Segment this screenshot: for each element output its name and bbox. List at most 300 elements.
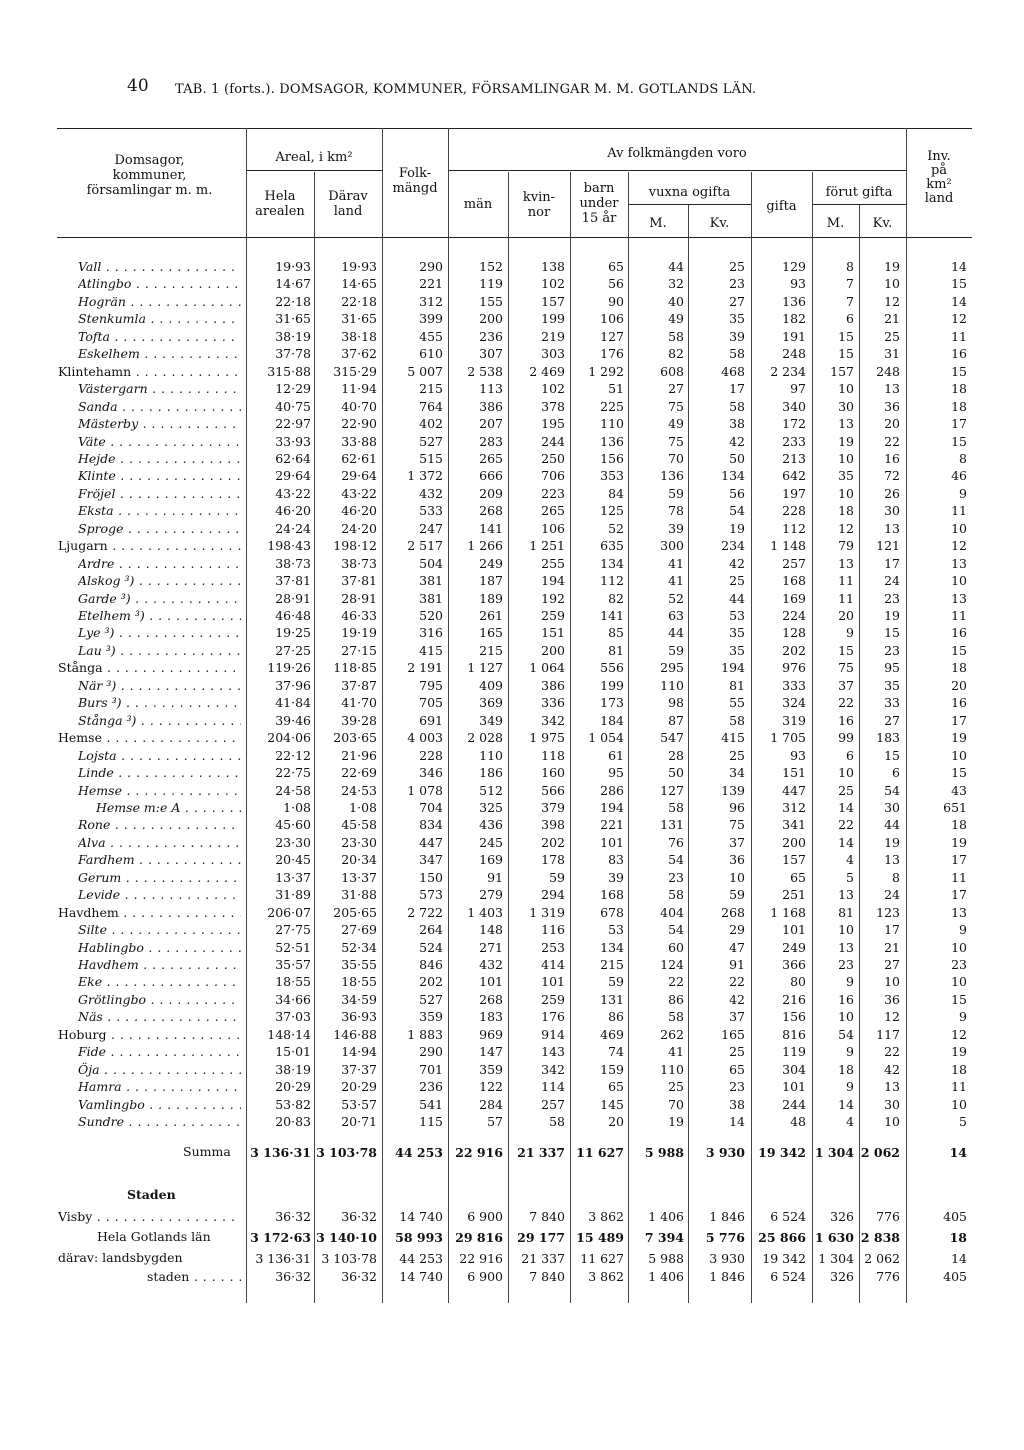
table-row-cell: 97 [790, 381, 806, 397]
table-row-cell: 87 [668, 712, 684, 728]
table-row-cell: 6 [846, 747, 854, 763]
table-row-cell: 159 [600, 1061, 624, 1077]
table-row-cell: 156 [782, 1009, 806, 1025]
table-row-cell: 41 [668, 573, 684, 589]
table-row-cell: 316 [419, 625, 443, 641]
table-row-cell: 82 [668, 346, 684, 362]
table-row-cell: 50 [668, 765, 684, 781]
table-row-cell: 61 [608, 747, 624, 763]
table-row-cell: 20·83 [275, 1114, 311, 1130]
table-row-cell: 10 [838, 485, 854, 501]
table-row-cell: 432 [479, 957, 503, 972]
table-row-cell: 44 [729, 590, 745, 606]
table-row-label: Etelhem ³) . . . [78, 607, 241, 624]
table-row-cell: 386 [479, 398, 503, 414]
table-row-label: Lojsta . . . [78, 747, 241, 764]
table-row-cell: 13 [951, 555, 967, 571]
table-row-cell: 245 [479, 834, 503, 850]
table-row-cell: 816 [782, 1026, 806, 1042]
av-folk-rule [448, 170, 906, 171]
table-row-cell: 286 [600, 782, 624, 798]
table-row-cell: 38·73 [275, 555, 311, 571]
staden-row-cell: 326 [830, 1269, 854, 1284]
table-row-cell: 10 [729, 869, 745, 885]
table-row-label: Stenkumla . . . [78, 310, 241, 327]
table-row-label: Mästerby . . . [78, 415, 241, 432]
table-row-cell: 312 [782, 799, 806, 815]
table-row-cell: 39·46 [275, 712, 311, 728]
table-row-cell: 1 054 [588, 730, 624, 746]
table-row-cell: 225 [600, 398, 624, 414]
table-row-cell: 12 [951, 311, 967, 327]
summa-row-cell: 3 930 [705, 1145, 745, 1160]
table-row-cell: 110 [479, 747, 503, 763]
table-row-cell: 8 [846, 259, 854, 274]
table-row-cell: 60 [668, 939, 684, 955]
table-row-cell: 19 [884, 608, 900, 623]
table-row-cell: 42 [729, 991, 745, 1007]
header-gifta: gifta [766, 199, 797, 214]
table-row-cell: 13·37 [275, 869, 311, 885]
table-row-cell: 19 [951, 834, 967, 850]
table-row-cell: 25 [729, 573, 745, 589]
table-row-cell: 37·37 [341, 1061, 377, 1077]
table-row-cell: 42 [884, 1061, 900, 1077]
table-row-cell: 54 [884, 782, 900, 798]
table-row-cell: 247 [419, 520, 443, 536]
table-row-cell: 13 [884, 381, 900, 397]
table-row-cell: 31·88 [341, 887, 377, 903]
table-row-cell: 515 [419, 450, 443, 466]
landsbygden-row-cell: 21 337 [521, 1251, 565, 1266]
table-row-cell: 10 [951, 1096, 967, 1112]
table-row-label: Garde ³) . . . [78, 590, 241, 607]
table-row-cell: 58 [729, 398, 745, 414]
table-row-cell: 8 [892, 869, 900, 885]
table-row-cell: 19 [884, 834, 900, 850]
table-row-label: Fardhem . . . [78, 851, 241, 868]
table-row-cell: 19 [838, 433, 854, 449]
table-row-cell: 469 [600, 1026, 624, 1042]
table-row-cell: 195 [541, 416, 565, 432]
table-row-cell: 319 [782, 712, 806, 728]
table-row-cell: 378 [541, 398, 565, 414]
visby-row-cell: 1 846 [709, 1209, 745, 1224]
landsbygden-row-cell: 44 253 [399, 1251, 443, 1266]
table-row-cell: 152 [479, 259, 503, 274]
table-row-cell: 119·26 [267, 660, 311, 676]
table-row-cell: 12 [884, 1009, 900, 1025]
table-row-cell: 39 [668, 520, 684, 536]
summa-row-cell: 5 988 [644, 1145, 684, 1160]
table-row-cell: 91 [487, 869, 503, 885]
summa-row-cell: 3 103·78 [316, 1145, 377, 1160]
table-row-cell: 969 [479, 1026, 503, 1042]
table-row-cell: 34·59 [341, 991, 377, 1007]
table-row-cell: 541 [419, 1096, 443, 1112]
table-row-cell: 520 [419, 608, 443, 623]
table-row-cell: 13 [838, 555, 854, 571]
table-row-cell: 23 [838, 957, 854, 972]
table-row-cell: 1 975 [529, 730, 565, 746]
summa-row-cell: 1 304 [814, 1145, 854, 1160]
table-row-label: Västergarn . . . [78, 380, 241, 397]
table-row-cell: 49 [668, 416, 684, 432]
table-row-cell: 1 148 [770, 538, 806, 554]
table-row-cell: 386 [541, 677, 565, 693]
header-bottom-rule [57, 237, 972, 238]
table-row-cell: 23·30 [275, 834, 311, 850]
table-row-cell: 13 [884, 520, 900, 536]
table-row-cell: 414 [541, 957, 565, 972]
table-row-cell: 206·07 [267, 904, 311, 920]
table-row-cell: 30 [838, 398, 854, 414]
table-row-cell: 147 [479, 1044, 503, 1060]
table-row-cell: 249 [479, 555, 503, 571]
table-row-cell: 17 [951, 712, 967, 728]
table-row-cell: 15 [838, 328, 854, 344]
table-row-cell: 199 [600, 677, 624, 693]
summa-row-cell: 22 916 [455, 1145, 503, 1160]
table-row-cell: 300 [660, 538, 684, 554]
table-row-cell: 52·34 [341, 939, 377, 955]
table-row-cell: 764 [419, 398, 443, 414]
table-row-cell: 36 [884, 398, 900, 414]
table-row-cell: 35 [729, 625, 745, 641]
table-row-cell: 23 [729, 276, 745, 292]
table-row-cell: 136 [660, 468, 684, 484]
table-row-cell: 37 [838, 677, 854, 693]
table-row-cell: 86 [668, 991, 684, 1007]
table-row-cell: 19·25 [275, 625, 311, 641]
table-row-cell: 110 [660, 1061, 684, 1077]
table-row-cell: 165 [479, 625, 503, 641]
header-vuxna-m: M. [649, 216, 667, 231]
table-row-cell: 136 [782, 293, 806, 309]
table-row-cell: 303 [541, 346, 565, 362]
table-row-cell: 53·57 [341, 1096, 377, 1112]
table-row-cell: 353 [600, 468, 624, 484]
table-row-cell: 58 [729, 712, 745, 728]
table-row-cell: 17 [729, 381, 745, 397]
table-row-cell: 148·14 [267, 1026, 311, 1042]
table-row-cell: 22 [729, 974, 745, 990]
table-row-cell: 14 [951, 293, 967, 309]
table-row-cell: 202 [782, 642, 806, 658]
table-row-cell: 284 [479, 1096, 503, 1112]
table-row-cell: 72 [884, 468, 900, 484]
table-row-cell: 678 [600, 904, 624, 920]
landsbygden-row-cell: 19 342 [762, 1251, 806, 1266]
table-row-cell: 359 [479, 1061, 503, 1077]
table-row-label: Visby . . . [58, 1208, 241, 1225]
table-row-cell: 15 [951, 433, 967, 449]
table-row-cell: 846 [419, 957, 443, 972]
table-row-cell: 2 722 [407, 904, 443, 920]
table-row-cell: 106 [541, 520, 565, 536]
table-row-label: Tofta . . . [78, 328, 241, 345]
table-row-cell: 134 [600, 939, 624, 955]
table-row-cell: 54 [668, 852, 684, 868]
table-row-cell: 26 [884, 485, 900, 501]
table-row-cell: 197 [782, 485, 806, 501]
table-row-cell: 11 [951, 869, 967, 885]
table-row-cell: 404 [660, 904, 684, 920]
table-row-cell: 31·89 [275, 887, 311, 903]
table-row-cell: 14 [951, 259, 967, 274]
table-row-cell: 262 [660, 1026, 684, 1042]
table-row-cell: 74 [608, 1044, 624, 1060]
table-row-cell: 131 [600, 991, 624, 1007]
table-row-cell: 642 [782, 468, 806, 484]
table-row-cell: 10 [838, 381, 854, 397]
table-row-cell: 7 [846, 276, 854, 292]
table-row-cell: 76 [668, 834, 684, 850]
table-row-cell: 205·65 [333, 904, 377, 920]
table-row-cell: 52 [668, 590, 684, 606]
header-column-rule [448, 128, 449, 238]
table-row-cell: 101 [782, 922, 806, 938]
table-row-cell: 13·37 [341, 869, 377, 885]
table-row-cell: 2 234 [770, 363, 806, 379]
table-row-cell: 118 [541, 747, 565, 763]
table-row-cell: 18 [951, 660, 967, 676]
table-row-cell: 41 [668, 1044, 684, 1060]
table-row-cell: 156 [600, 450, 624, 466]
table-row-cell: 37·81 [341, 573, 377, 589]
table-row-cell: 27·75 [275, 922, 311, 938]
table-row-label: Hemse m:e A . . . [96, 799, 241, 816]
table-row-cell: 1 266 [467, 538, 503, 554]
table-row-cell: 18 [951, 1061, 967, 1077]
vuxna-rule [628, 204, 751, 205]
table-row-cell: 215 [600, 957, 624, 972]
table-row-cell: 17 [951, 887, 967, 903]
table-row-cell: 25 [838, 782, 854, 798]
table-row-cell: 169 [782, 590, 806, 606]
hela-gotland-row-cell: 5 776 [705, 1230, 745, 1245]
table-row-cell: 22·90 [341, 416, 377, 432]
table-row-cell: 342 [541, 712, 565, 728]
table-row-cell: 41 [668, 555, 684, 571]
table-row-cell: 17 [884, 555, 900, 571]
table-row-cell: 11·94 [341, 381, 377, 397]
table-row-cell: 976 [782, 660, 806, 676]
table-row-cell: 22·18 [275, 293, 311, 309]
table-row-cell: 28·91 [341, 590, 377, 606]
table-row-cell: 38·19 [275, 1061, 311, 1077]
table-row-cell: 215 [479, 642, 503, 658]
table-row-cell: 379 [541, 799, 565, 815]
table-row-cell: 15 [951, 991, 967, 1007]
table-row-cell: 20 [951, 677, 967, 693]
table-row-cell: 795 [419, 677, 443, 693]
table-row-cell: 265 [541, 503, 565, 519]
table-row-cell: 15 [951, 642, 967, 658]
summa-label: Summa [183, 1144, 231, 1159]
table-row-cell: 398 [541, 817, 565, 833]
table-row-label: Vall . . . [78, 258, 241, 275]
table-row-cell: 16 [838, 991, 854, 1007]
table-row-cell: 248 [782, 346, 806, 362]
table-row-cell: 101 [600, 834, 624, 850]
table-row-label: Eksta . . . [78, 502, 241, 519]
table-row-cell: 13 [951, 590, 967, 606]
table-row-cell: 399 [419, 311, 443, 327]
table-row-cell: 37·62 [341, 346, 377, 362]
table-row-label: Klintehamn . . . [58, 363, 241, 380]
hela-gotland-label: Hela Gotlands län [97, 1229, 211, 1244]
table-row-cell: 102 [541, 276, 565, 292]
table-row-cell: 6 [846, 311, 854, 327]
staden-row-cell: 6 900 [467, 1269, 503, 1284]
table-row-cell: 150 [419, 869, 443, 885]
table-row-cell: 31·65 [275, 311, 311, 327]
table-row-label: Fide . . . [78, 1043, 241, 1060]
table-row-cell: 178 [541, 852, 565, 868]
visby-row-cell: 14 740 [399, 1209, 443, 1224]
table-row-cell: 16 [951, 625, 967, 641]
table-row-cell: 304 [782, 1061, 806, 1077]
table-row-cell: 16 [951, 346, 967, 362]
table-row-cell: 194 [541, 573, 565, 589]
table-row-cell: 101 [479, 974, 503, 990]
table-row-cell: 219 [541, 328, 565, 344]
table-row-cell: 10 [951, 974, 967, 990]
hela-gotland-row-cell: 3 140·10 [316, 1230, 377, 1245]
table-row-cell: 22·12 [275, 747, 311, 763]
landsbygden-row-cell: 5 988 [648, 1251, 684, 1266]
table-row-cell: 706 [541, 468, 565, 484]
table-row-label: Hablingbo . . . [78, 939, 241, 956]
table-row-cell: 21 [884, 311, 900, 327]
landsbygden-row-cell: 2 062 [864, 1251, 900, 1266]
table-row-label: Sanda . . . [78, 398, 241, 415]
staden-row-cell: 3 862 [588, 1269, 624, 1284]
table-row-cell: 1 372 [407, 468, 443, 484]
table-row-cell: 37·03 [275, 1009, 311, 1025]
table-row-cell: 46 [951, 468, 967, 484]
table-row-cell: 20·29 [275, 1079, 311, 1095]
table-row-cell: 65 [729, 1061, 745, 1077]
table-row-cell: 228 [419, 747, 443, 763]
table-row-cell: 113 [479, 381, 503, 397]
table-row-cell: 79 [838, 538, 854, 554]
table-row-cell: 19·93 [341, 259, 377, 274]
header-sub-rule [751, 172, 752, 238]
table-row-cell: 37 [729, 1009, 745, 1025]
table-row-cell: 119 [782, 1044, 806, 1060]
table-row-cell: 13 [951, 904, 967, 920]
table-row-cell: 701 [419, 1061, 443, 1077]
table-row-cell: 47 [729, 939, 745, 955]
table-row-cell: 34 [729, 765, 745, 781]
table-row-cell: 157 [541, 293, 565, 309]
table-row-cell: 20·71 [341, 1114, 377, 1130]
table-row-cell: 23 [668, 869, 684, 885]
table-row-cell: 415 [721, 730, 745, 746]
header-man: män [463, 197, 493, 212]
table-row-cell: 102 [541, 381, 565, 397]
table-row-cell: 9 [846, 974, 854, 990]
table-row-cell: 11 [838, 573, 854, 589]
table-row-cell: 42 [729, 433, 745, 449]
table-row-cell: 19 [668, 1114, 684, 1130]
header-areal: Areal, i km² [275, 150, 353, 165]
header-av-folkmangden: Av folkmängden voro [607, 146, 747, 161]
table-row-cell: 556 [600, 660, 624, 676]
table-row-cell: 203·65 [333, 730, 377, 746]
table-row-cell: 198·12 [333, 538, 377, 554]
table-row-cell: 53 [608, 922, 624, 938]
table-row-cell: 62·64 [275, 450, 311, 466]
header-sub-rule [570, 172, 571, 238]
table-row-cell: 65 [608, 259, 624, 274]
table-row-cell: 15 [951, 363, 967, 379]
table-row-label: Eke . . . [78, 973, 241, 990]
table-row-cell: 10 [884, 974, 900, 990]
table-row-cell: 409 [479, 677, 503, 693]
table-row-cell: 5 [959, 1114, 967, 1130]
hela-gotland-row-cell: 25 866 [758, 1230, 806, 1245]
table-row-cell: 86 [608, 1009, 624, 1025]
table-row-cell: 184 [600, 712, 624, 728]
table-row-cell: 19 [884, 259, 900, 274]
table-row-cell: 1 168 [770, 904, 806, 920]
table-row-cell: 112 [782, 520, 806, 536]
table-row-cell: 608 [660, 363, 684, 379]
table-row-cell: 324 [782, 695, 806, 711]
summa-row-cell: 44 253 [395, 1145, 443, 1160]
table-row-cell: 54 [729, 503, 745, 519]
table-row-cell: 4 [846, 1114, 854, 1130]
table-row-cell: 527 [419, 433, 443, 449]
table-row-cell: 257 [782, 555, 806, 571]
table-row-label: Grötlingbo . . . [78, 991, 241, 1008]
table-row-cell: 45·58 [341, 817, 377, 833]
table-row-cell: 213 [782, 450, 806, 466]
table-row-cell: 16 [884, 450, 900, 466]
table-row-cell: 53 [729, 608, 745, 623]
table-row-cell: 268 [479, 991, 503, 1007]
table-row-cell: 141 [600, 608, 624, 623]
table-row-cell: 20·45 [275, 852, 311, 868]
table-row-cell: 512 [479, 782, 503, 798]
table-row-cell: 261 [479, 608, 503, 623]
staden-row-cell: 6 524 [770, 1269, 806, 1284]
table-row-cell: 106 [600, 311, 624, 327]
table-row-cell: 294 [541, 887, 565, 903]
table-row-cell: 112 [600, 573, 624, 589]
visby-row-cell: 3 862 [588, 1209, 624, 1224]
table-row-cell: 55 [729, 695, 745, 711]
table-row-cell: 40·70 [341, 398, 377, 414]
table-row-label: Väte . . . [78, 433, 241, 450]
table-row-cell: 40 [668, 293, 684, 309]
table-row-cell: 265 [479, 450, 503, 466]
table-row-cell: 23 [729, 1079, 745, 1095]
table-row-cell: 33·88 [341, 433, 377, 449]
table-row-cell: 9 [846, 625, 854, 641]
table-row-cell: 200 [541, 642, 565, 658]
table-row-cell: 30 [884, 1096, 900, 1112]
table-row-cell: 65 [790, 869, 806, 885]
table-row-cell: 54 [838, 1026, 854, 1042]
table-row-cell: 27·25 [275, 642, 311, 658]
table-row-cell: 35·57 [275, 957, 311, 972]
table-row-cell: 1 705 [770, 730, 806, 746]
table-row-cell: 22·69 [341, 765, 377, 781]
